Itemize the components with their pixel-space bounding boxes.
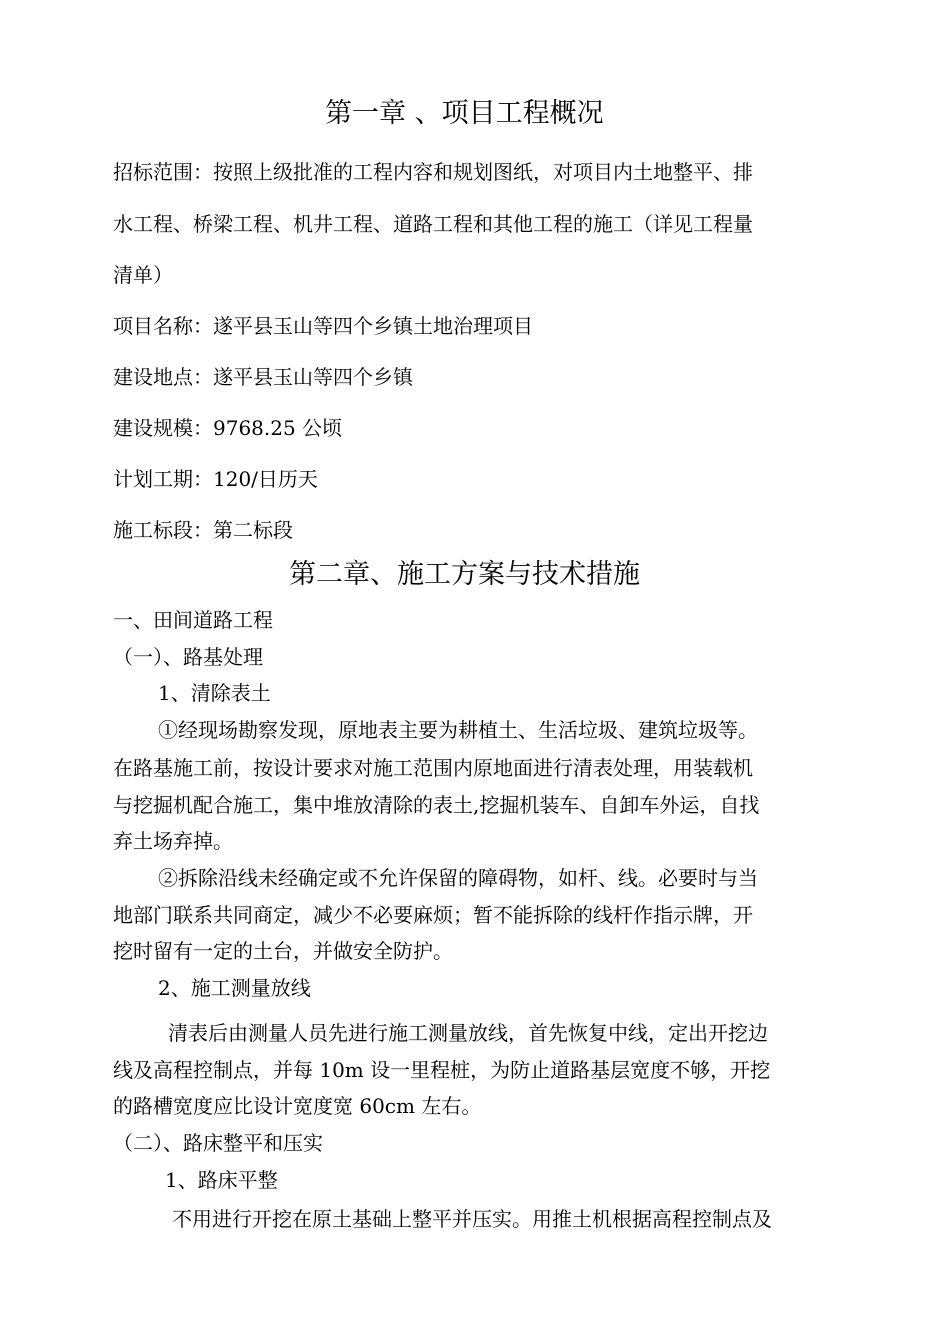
chapter-2-title: 第二章、施工方案与技术措施 [289,559,640,590]
para-2-line-3: 挖时留有一定的土台，并做安全防护。 [113,939,453,963]
project-scale: 建设规模：9768.25 公顷 [113,416,343,440]
project-location: 建设地点：遂平县玉山等四个乡镇 [113,365,413,389]
para-3-line-1: 清表后由测量人员先进行施工测量放线，首先恢复中线，定出开挖边 [168,1021,768,1045]
sub-2-heading: （二）、路床整平和压实 [113,1131,323,1155]
para-2-line-1: ②拆除沿线未经确定或不允许保留的障碍物，如杆、线。必要时与当 [158,866,758,890]
scope-line-3: 清单） [113,263,173,287]
chapter-1-title: 第一章 、项目工程概况 [325,98,604,129]
scope-line-1: 招标范围：按照上级批准的工程内容和规划图纸，对项目内土地整平、排 [113,160,753,184]
project-name: 项目名称：遂平县玉山等四个乡镇土地治理项目 [113,314,533,338]
para-3-line-3: 的路槽宽度应比设计宽度宽 60cm 左右。 [113,1094,482,1118]
part-1-heading: 一、田间道路工程 [113,608,273,632]
para-1-line-2: 在路基施工前，按设计要求对施工范围内原地面进行清表处理，用装载机 [113,756,753,780]
para-1-line-1: ①经现场勘察发现，原地表主要为耕植土、生活垃圾、建筑垃圾等。 [158,718,758,742]
para-1-line-3: 与挖掘机配合施工，集中堆放清除的表土,挖掘机装车、自卸车外运，自找 [113,793,760,817]
scope-line-2: 水工程、桥梁工程、机井工程、道路工程和其他工程的施工（详见工程量 [113,212,753,236]
item-3-heading: 1、路床平整 [165,1168,278,1192]
sub-1-heading: （一）、路基处理 [113,645,263,669]
para-3-line-2: 线及高程控制点，并每 10m 设一里程桩，为防止道路基层宽度不够，开挖 [113,1058,771,1082]
project-duration: 计划工期：120/日历天 [113,467,318,491]
para-2-line-2: 地部门联系共同商定，减少不必要麻烦；暂不能拆除的线杆作指示牌，开 [113,903,753,927]
project-section: 施工标段：第二标段 [113,518,293,542]
para-4-line-1: 不用进行开挖在原土基础上整平并压实。用推土机根据高程控制点及 [172,1207,772,1231]
item-1-heading: 1、清除表土 [158,681,271,705]
para-1-line-4: 弃土场弃掉。 [113,829,233,853]
item-2-heading: 2、施工测量放线 [158,976,311,1000]
